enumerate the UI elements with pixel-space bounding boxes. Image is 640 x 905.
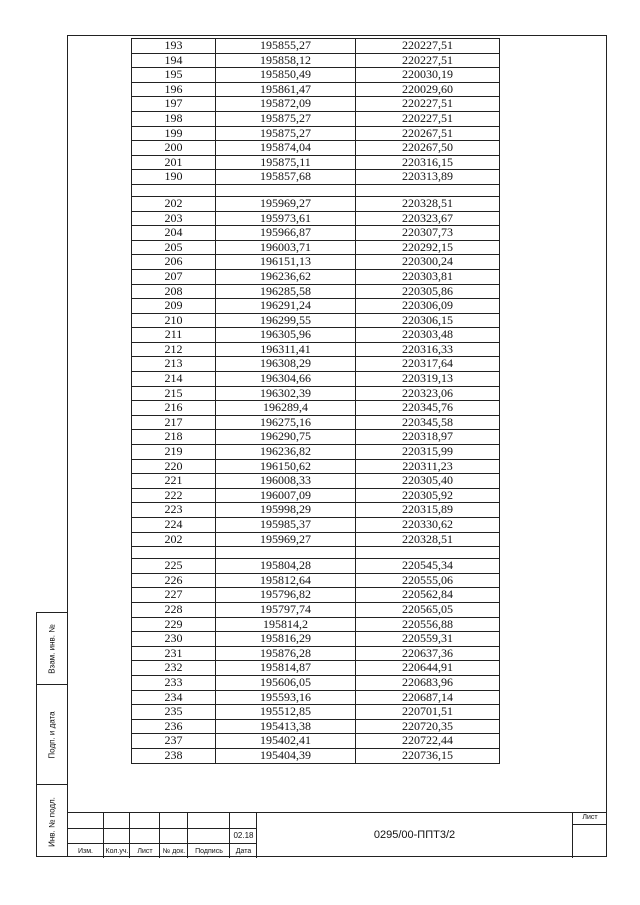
y-coordinate-cell: 220227,51	[356, 39, 500, 54]
x-coordinate-cell: 195857,68	[216, 170, 356, 185]
point-number-cell: 215	[132, 386, 216, 401]
table-row	[132, 299, 500, 314]
table-row	[132, 588, 500, 603]
point-number-cell: 193	[132, 39, 216, 54]
y-coordinate-cell: 220292,15	[356, 240, 500, 255]
title-block	[67, 812, 607, 857]
y-coordinate-cell: 220305,92	[356, 488, 500, 503]
point-number-cell: 236	[132, 719, 216, 734]
y-coordinate-cell: 220305,40	[356, 474, 500, 489]
y-coordinate-cell: 220683,96	[356, 675, 500, 690]
table-row	[132, 415, 500, 430]
label-list: Лист	[137, 848, 153, 855]
y-coordinate-cell: 220316,33	[356, 342, 500, 357]
side-cell-vzam	[37, 613, 67, 685]
table-row	[132, 734, 500, 749]
point-number-cell: 223	[132, 503, 216, 518]
x-coordinate-cell: 195985,37	[216, 518, 356, 533]
side-cell-inv	[37, 785, 67, 858]
y-coordinate-cell: 220267,51	[356, 126, 500, 141]
table-row	[132, 532, 500, 547]
y-coordinate-cell: 220556,88	[356, 617, 500, 632]
x-coordinate-cell: 196236,82	[216, 445, 356, 460]
y-coordinate-cell: 220311,23	[356, 459, 500, 474]
table-row	[132, 82, 500, 97]
point-number-cell: 190	[132, 170, 216, 185]
y-coordinate-cell: 220559,31	[356, 632, 500, 647]
table-row	[132, 748, 500, 763]
point-number-cell: 202	[132, 196, 216, 211]
y-coordinate-cell: 220720,35	[356, 719, 500, 734]
point-number-cell: 230	[132, 632, 216, 647]
y-coordinate-cell: 220328,51	[356, 196, 500, 211]
x-coordinate-cell: 195861,47	[216, 82, 356, 97]
x-coordinate-cell: 195593,16	[216, 690, 356, 705]
y-coordinate-cell: 220555,06	[356, 573, 500, 588]
point-number-cell: 216	[132, 401, 216, 416]
point-number-cell: 234	[132, 690, 216, 705]
table-row	[132, 357, 500, 372]
label-n-dok: № док.	[162, 848, 186, 855]
table-row	[132, 342, 500, 357]
x-coordinate-cell: 195606,05	[216, 675, 356, 690]
y-coordinate-cell: 220227,51	[356, 53, 500, 68]
table-row	[132, 459, 500, 474]
label-podpis: Подпись	[195, 848, 223, 855]
point-number-cell: 198	[132, 111, 216, 126]
table-row	[132, 211, 500, 226]
table-row	[132, 170, 500, 185]
x-coordinate-cell: 196003,71	[216, 240, 356, 255]
y-coordinate-cell: 220317,64	[356, 357, 500, 372]
x-coordinate-cell: 195969,27	[216, 532, 356, 547]
label-kol-uch: Кол.уч.	[105, 848, 129, 855]
point-number-cell: 200	[132, 141, 216, 156]
point-number-cell: 226	[132, 573, 216, 588]
table-row	[132, 328, 500, 343]
point-number-cell: 238	[132, 748, 216, 763]
y-coordinate-cell: 220313,89	[356, 170, 500, 185]
y-coordinate-cell: 220029,60	[356, 82, 500, 97]
table-row	[132, 313, 500, 328]
x-coordinate-cell: 195814,87	[216, 661, 356, 676]
point-number-cell: 206	[132, 255, 216, 270]
point-number-cell: 229	[132, 617, 216, 632]
point-number-cell: 225	[132, 559, 216, 574]
x-coordinate-cell: 195969,27	[216, 196, 356, 211]
y-coordinate-cell: 220328,51	[356, 532, 500, 547]
label-data: Дата	[235, 848, 252, 855]
point-number-cell: 205	[132, 240, 216, 255]
point-number-cell: 202	[132, 532, 216, 547]
y-coordinate-cell: 220306,15	[356, 313, 500, 328]
table-row	[132, 226, 500, 241]
y-coordinate-cell: 220315,99	[356, 445, 500, 460]
x-coordinate-cell: 195858,12	[216, 53, 356, 68]
sheet-label: Лист	[582, 814, 598, 821]
table-row	[132, 196, 500, 211]
revision-grid	[67, 813, 257, 858]
side-label-inv: Инв. № подл.	[47, 796, 57, 847]
table-row	[132, 675, 500, 690]
point-number-cell: 211	[132, 328, 216, 343]
point-number-cell: 235	[132, 705, 216, 720]
y-coordinate-cell: 220644,91	[356, 661, 500, 676]
point-number-cell: 201	[132, 155, 216, 170]
y-coordinate-cell: 220319,13	[356, 372, 500, 387]
x-coordinate-cell: 195850,49	[216, 68, 356, 83]
table-row	[132, 445, 500, 460]
x-coordinate-cell: 195998,29	[216, 503, 356, 518]
table-row	[132, 401, 500, 416]
sheet-box	[572, 813, 607, 858]
y-coordinate-cell: 220345,76	[356, 401, 500, 416]
point-number-cell: 204	[132, 226, 216, 241]
x-coordinate-cell: 195814,2	[216, 617, 356, 632]
coordinates-table	[131, 38, 500, 764]
y-coordinate-cell: 220637,36	[356, 646, 500, 661]
x-coordinate-cell: 195404,39	[216, 748, 356, 763]
y-coordinate-cell: 220227,51	[356, 111, 500, 126]
table-row	[132, 269, 500, 284]
y-coordinate-cell: 220722,44	[356, 734, 500, 749]
point-number-cell: 209	[132, 299, 216, 314]
point-number-cell	[132, 547, 216, 559]
x-coordinate-cell: 196290,75	[216, 430, 356, 445]
table-row	[132, 503, 500, 518]
point-number-cell: 217	[132, 415, 216, 430]
point-number-cell: 222	[132, 488, 216, 503]
x-coordinate-cell: 196289,4	[216, 401, 356, 416]
table-row	[132, 646, 500, 661]
table-row	[132, 474, 500, 489]
y-coordinate-cell: 220315,89	[356, 503, 500, 518]
y-coordinate-cell: 220323,06	[356, 386, 500, 401]
y-coordinate-cell: 220323,67	[356, 211, 500, 226]
table-row	[132, 68, 500, 83]
y-coordinate-cell: 220300,24	[356, 255, 500, 270]
x-coordinate-cell: 195874,04	[216, 141, 356, 156]
x-coordinate-cell: 196299,55	[216, 313, 356, 328]
x-coordinate-cell: 196236,62	[216, 269, 356, 284]
x-coordinate-cell: 195816,29	[216, 632, 356, 647]
table-row	[132, 184, 500, 196]
point-number-cell	[132, 184, 216, 196]
x-coordinate-cell: 195875,27	[216, 126, 356, 141]
point-number-cell: 233	[132, 675, 216, 690]
x-coordinate-cell	[216, 547, 356, 559]
x-coordinate-cell: 196302,39	[216, 386, 356, 401]
y-coordinate-cell	[356, 184, 500, 196]
x-coordinate-cell: 196305,96	[216, 328, 356, 343]
y-coordinate-cell: 220701,51	[356, 705, 500, 720]
table-row	[132, 372, 500, 387]
x-coordinate-cell: 195413,38	[216, 719, 356, 734]
side-stamp	[36, 612, 67, 857]
y-coordinate-cell: 220307,73	[356, 226, 500, 241]
table-row	[132, 111, 500, 126]
point-number-cell: 207	[132, 269, 216, 284]
table-row	[132, 547, 500, 559]
x-coordinate-cell: 195966,87	[216, 226, 356, 241]
side-label-podp: Подп. и дата	[47, 710, 57, 759]
y-coordinate-cell	[356, 547, 500, 559]
y-coordinate-cell: 220227,51	[356, 97, 500, 112]
point-number-cell: 218	[132, 430, 216, 445]
y-coordinate-cell: 220318,97	[356, 430, 500, 445]
point-number-cell: 237	[132, 734, 216, 749]
x-coordinate-cell: 195875,11	[216, 155, 356, 170]
table-row	[132, 430, 500, 445]
point-number-cell: 203	[132, 211, 216, 226]
y-coordinate-cell: 220305,86	[356, 284, 500, 299]
x-coordinate-cell: 196151,13	[216, 255, 356, 270]
table-row	[132, 126, 500, 141]
table-row	[132, 155, 500, 170]
table-row	[132, 240, 500, 255]
y-coordinate-cell: 220736,15	[356, 748, 500, 763]
x-coordinate-cell: 196308,29	[216, 357, 356, 372]
side-cell-podp	[37, 685, 67, 785]
stamp-date-value: 02.18	[233, 831, 254, 840]
x-coordinate-cell: 196008,33	[216, 474, 356, 489]
point-number-cell: 220	[132, 459, 216, 474]
x-coordinate-cell	[216, 184, 356, 196]
x-coordinate-cell: 195512,85	[216, 705, 356, 720]
table-row	[132, 705, 500, 720]
document-code: 0295/00-ППТ3/2	[373, 829, 456, 841]
x-coordinate-cell: 195797,74	[216, 602, 356, 617]
y-coordinate-cell: 220030,19	[356, 68, 500, 83]
y-coordinate-cell: 220267,50	[356, 141, 500, 156]
x-coordinate-cell: 195872,09	[216, 97, 356, 112]
x-coordinate-cell: 196311,41	[216, 342, 356, 357]
point-number-cell: 231	[132, 646, 216, 661]
x-coordinate-cell: 195812,64	[216, 573, 356, 588]
point-number-cell: 221	[132, 474, 216, 489]
x-coordinate-cell: 196007,09	[216, 488, 356, 503]
point-number-cell: 208	[132, 284, 216, 299]
point-number-cell: 227	[132, 588, 216, 603]
point-number-cell: 213	[132, 357, 216, 372]
table-row	[132, 518, 500, 533]
x-coordinate-cell: 196275,16	[216, 415, 356, 430]
table-row	[132, 39, 500, 54]
x-coordinate-cell: 196291,24	[216, 299, 356, 314]
table-row	[132, 690, 500, 705]
y-coordinate-cell: 220687,14	[356, 690, 500, 705]
table-row	[132, 386, 500, 401]
point-number-cell: 195	[132, 68, 216, 83]
x-coordinate-cell: 195804,28	[216, 559, 356, 574]
y-coordinate-cell: 220303,81	[356, 269, 500, 284]
y-coordinate-cell: 220330,62	[356, 518, 500, 533]
x-coordinate-cell: 195876,28	[216, 646, 356, 661]
table-row	[132, 53, 500, 68]
x-coordinate-cell: 195973,61	[216, 211, 356, 226]
point-number-cell: 197	[132, 97, 216, 112]
table-row	[132, 617, 500, 632]
table-row	[132, 97, 500, 112]
x-coordinate-cell: 196304,66	[216, 372, 356, 387]
table-row	[132, 141, 500, 156]
label-izm: Изм.	[78, 848, 93, 855]
y-coordinate-cell: 220545,34	[356, 559, 500, 574]
point-number-cell: 199	[132, 126, 216, 141]
x-coordinate-cell: 195875,27	[216, 111, 356, 126]
table-row	[132, 719, 500, 734]
x-coordinate-cell: 196285,58	[216, 284, 356, 299]
x-coordinate-cell: 195796,82	[216, 588, 356, 603]
y-coordinate-cell: 220345,58	[356, 415, 500, 430]
x-coordinate-cell: 195855,27	[216, 39, 356, 54]
y-coordinate-cell: 220303,48	[356, 328, 500, 343]
x-coordinate-cell: 196150,62	[216, 459, 356, 474]
point-number-cell: 194	[132, 53, 216, 68]
table-row	[132, 255, 500, 270]
y-coordinate-cell: 220316,15	[356, 155, 500, 170]
point-number-cell: 210	[132, 313, 216, 328]
table-row	[132, 573, 500, 588]
point-number-cell: 224	[132, 518, 216, 533]
point-number-cell: 196	[132, 82, 216, 97]
table-row	[132, 661, 500, 676]
point-number-cell: 214	[132, 372, 216, 387]
y-coordinate-cell: 220565,05	[356, 602, 500, 617]
point-number-cell: 219	[132, 445, 216, 460]
table-row	[132, 284, 500, 299]
table-row	[132, 602, 500, 617]
point-number-cell: 212	[132, 342, 216, 357]
table-row	[132, 632, 500, 647]
table-row	[132, 559, 500, 574]
x-coordinate-cell: 195402,41	[216, 734, 356, 749]
y-coordinate-cell: 220562,84	[356, 588, 500, 603]
point-number-cell: 232	[132, 661, 216, 676]
point-number-cell: 228	[132, 602, 216, 617]
side-label-vzam: Взам. инв. №	[47, 623, 57, 674]
table-row	[132, 488, 500, 503]
y-coordinate-cell: 220306,09	[356, 299, 500, 314]
